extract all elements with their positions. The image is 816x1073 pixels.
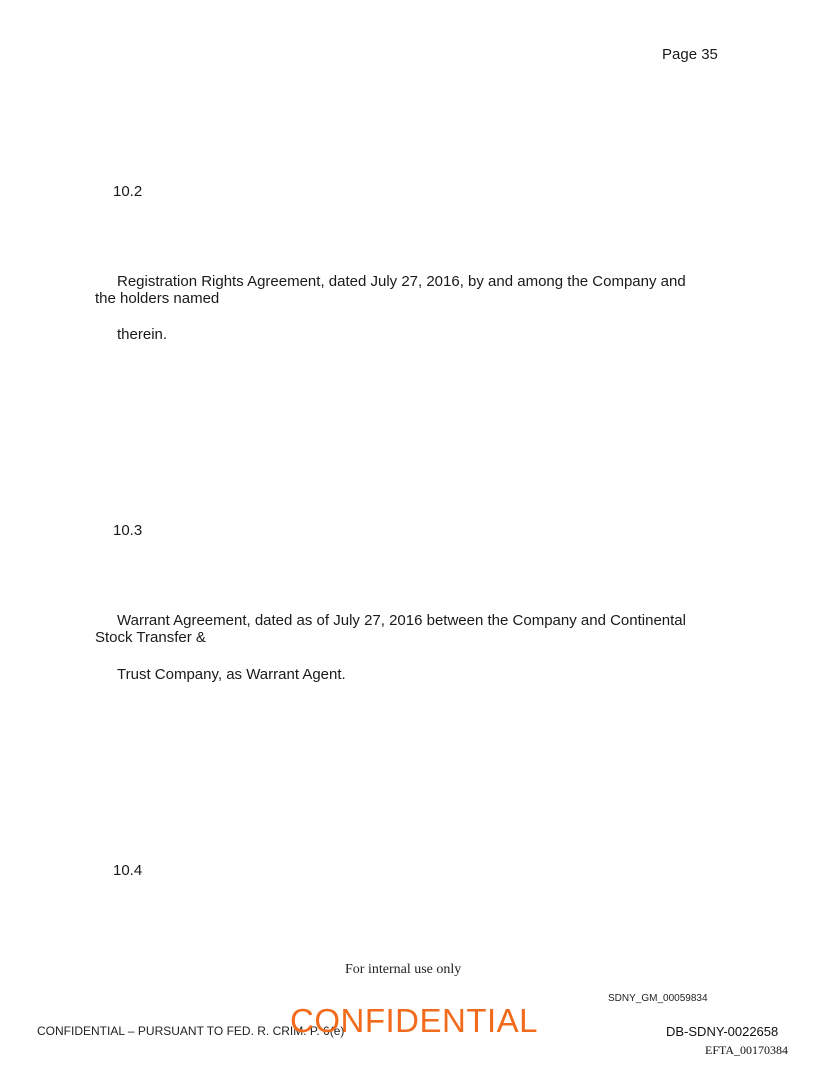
bates-number-db: DB-SDNY-0022658 [666,1024,779,1039]
bates-number-sdny-gm: SDNY_GM_00059834 [608,993,708,1004]
confidential-stamp: CONFIDENTIAL [290,1002,539,1039]
bates-number-efta: EFTA_00170384 [705,1043,789,1057]
exhibit-number-10-2: 10.2 [113,183,143,200]
exhibit-number-10-4: 10.4 [113,862,143,879]
confidentiality-legend: CONFIDENTIAL – PURSUANT TO FED. R. CRIM. P. 6(e) [37,1024,345,1038]
page-number: Page 35 [662,46,718,63]
exhibit-description-continuation: Trust Company, as Warrant Agent. [117,666,346,683]
exhibit-description-line: Warrant Agreement, dated as of July 27, 2016 between the Company and Continental [117,612,686,629]
exhibit-description-continuation: therein. [117,326,168,343]
exhibit-description-10-2 [95,273,735,307]
exhibit-description-line: the holders named [95,290,220,307]
exhibit-number-10-3: 10.3 [113,522,143,539]
exhibit-description-10-3 [95,612,735,646]
exhibit-description-line: Registration Rights Agreement, dated July 27, 2016, by and among the Company and [117,273,686,290]
internal-use-notice: For internal use only [345,962,462,977]
exhibit-description-line: Stock Transfer & [95,629,206,646]
